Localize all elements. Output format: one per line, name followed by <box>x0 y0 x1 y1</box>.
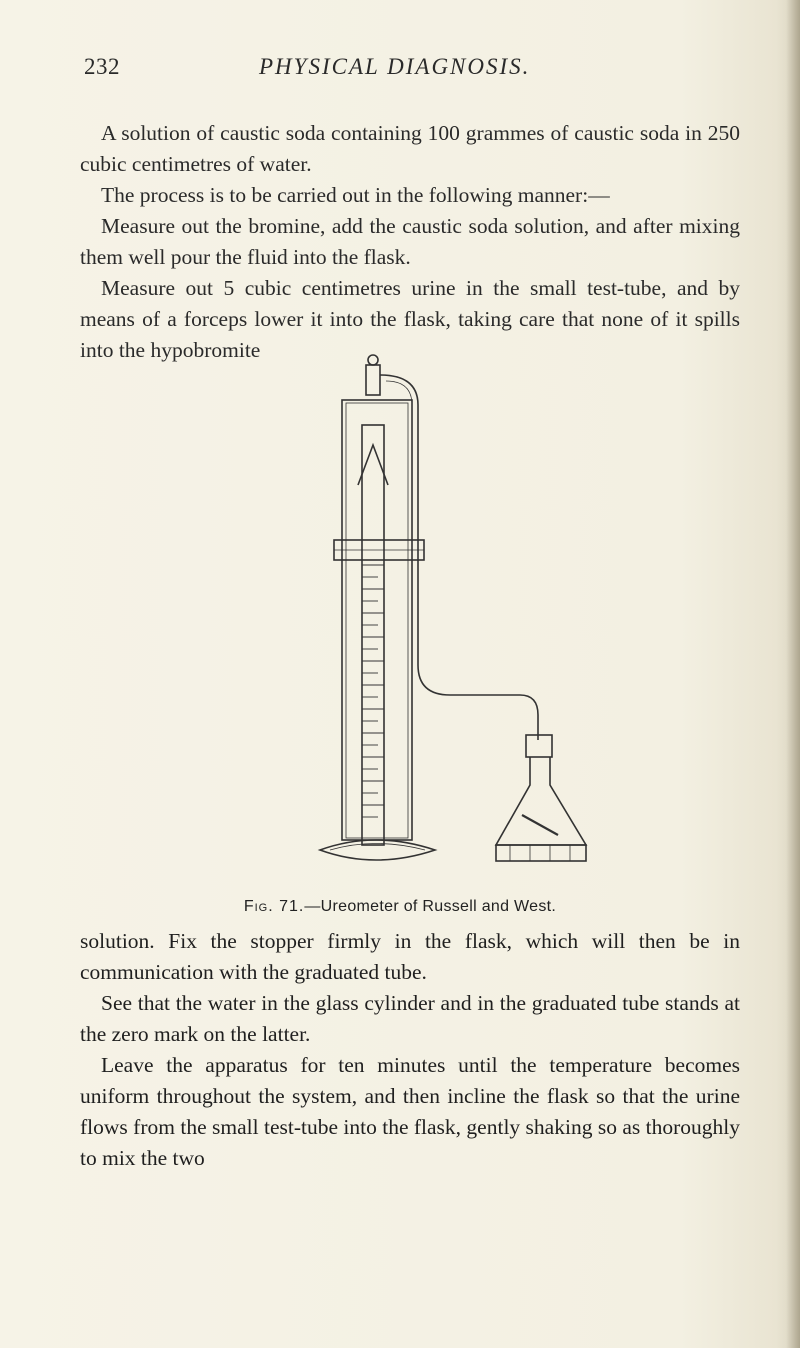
paragraph: A solution of caustic soda containing 100 grammes of caustic soda in 250 cubic centimetres of water. <box>80 121 740 176</box>
glass-cylinder <box>342 400 412 840</box>
ureometer-illustration <box>300 345 620 890</box>
paragraph: Leave the apparatus for ten minutes until the temperature becomes uniform throughout the system, and then incline the flask so that the urine flows from the small test-tube into the flask, gently shaking so as thoroughly to mix the two <box>80 1053 740 1170</box>
running-head <box>84 54 740 84</box>
page-number: 232 <box>84 54 120 79</box>
page-edge-shadow <box>786 0 800 1348</box>
paragraph: See that the water in the glass cylinder and in the graduated tube stands at the zero mark on the latter. <box>80 991 740 1046</box>
bottom-text-block <box>80 926 740 1174</box>
tube-stopper <box>366 365 380 395</box>
graduation-marks <box>362 565 384 817</box>
figure-caption <box>0 898 800 916</box>
paragraph: solution. Fix the stopper firmly in the flask, which will then be in communication with the graduated tube. <box>80 929 740 984</box>
connecting-tube <box>380 375 538 740</box>
paragraph: The process is to be carried out in the following manner:— <box>101 183 610 207</box>
flask-base <box>496 845 586 861</box>
flask <box>496 757 586 845</box>
flask-stopper <box>526 735 552 757</box>
ureometer-drawing <box>300 345 620 890</box>
small-test-tube <box>522 815 558 835</box>
figure-label: Fig. 71. <box>243 898 305 915</box>
cylinder-base <box>320 840 435 860</box>
paragraph: Measure out the bromine, add the caustic soda solution, and after mixing them well pour the fluid into the flask. <box>80 214 740 269</box>
stopcock-knob <box>368 355 378 365</box>
graduated-tube <box>362 425 384 845</box>
running-title: PHYSICAL DIAGNOSIS. <box>259 54 531 79</box>
top-text-block <box>80 118 740 366</box>
figure-caption-text: —Ureometer of Russell and West. <box>304 898 557 915</box>
paragraph: Measure out 5 cubic centimetres urine in the small test-tube, and by means of a forceps lower it into the flask, taking care that none of it spills into the hypobromite <box>80 276 740 362</box>
